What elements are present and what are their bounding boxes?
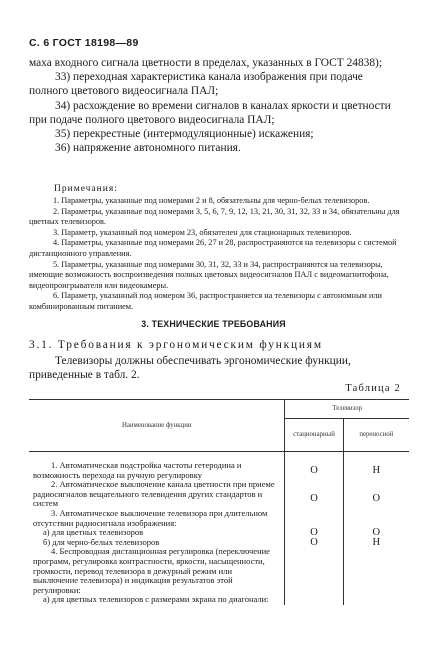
row-text: а) для цветных телевизоров (43, 527, 144, 538)
cell-portable: О (343, 528, 409, 538)
notes-title: Примечания: (54, 184, 118, 194)
cell-stationary (285, 509, 343, 528)
table-header-row (29, 400, 409, 419)
list-item: 36) напряжение автономного питания. (55, 142, 241, 155)
col-group-tv: Телевизор (285, 400, 409, 419)
list-item: 35) перекрестные (интермодуляционные) искажения; (55, 128, 314, 141)
page-header: С. 6 ГОСТ 18198—89 (29, 37, 139, 49)
section-title: 3. ТЕХНИЧЕСКИЕ ТРЕБОВАНИЯ (141, 319, 286, 329)
intro-text: Телевизоры должны обеспечивать эргономические функции, приведенные в табл. 2. (29, 355, 351, 382)
list-item: 34) расхождение во времени сигналов в каналах яркости и цветности при подаче полного цветового видеосигнала ПАЛ; (29, 99, 391, 126)
cell-portable: Н (343, 538, 409, 548)
note-item: 5. Параметры, указанные под номерами 30, 31, 32, 33 и 34, распространяются на телевизоры, имеющие возможность воспроизведения полных цветовых видеосигналов ПАЛ с видеомагнитофона, видеопроигрывателя или видеокамеры. (29, 259, 389, 290)
table-row (29, 595, 409, 605)
cell-stationary (285, 595, 343, 605)
parameters-list (29, 56, 404, 155)
cell-portable: О (343, 480, 409, 509)
row-text: б) для черно-белых телевизоров (43, 536, 160, 547)
table-row (29, 452, 409, 481)
notes-list (29, 196, 404, 313)
cell-portable (343, 595, 409, 605)
cell-portable (343, 509, 409, 528)
table-row (29, 480, 409, 509)
table-row (29, 509, 409, 528)
cell-portable (343, 547, 409, 595)
subsection-title: 3.1. Требования к эргономическим функциям (29, 339, 323, 351)
row-text: 3. Автоматическое выключение телевизора при длительном отсутствии радиосигнала изображения: (33, 507, 268, 528)
col-function-name: Наименование функции (29, 400, 285, 452)
cell-stationary (285, 547, 343, 595)
row-text: 4. Беспроводная дистанционная регулировка (переключение программ, регулировка контрастности, яркости, насыщенности, громкости, перевод телевизора в дежурный режим или выключение телевизора) и индикация результатов этой регулировки: (33, 546, 270, 595)
col-portable: переносной (343, 419, 409, 452)
table-caption: Таблица 2 (345, 383, 401, 394)
cell-stationary: О (285, 452, 343, 481)
col-stationary: стационарный (285, 419, 343, 452)
functions-table (29, 399, 409, 605)
list-item: 33) переходная характеристика канала изображения при подаче полного цветового видеосигнала ПАЛ; (29, 71, 363, 98)
note-item: 4. Параметры, указанные под номерами 26, 27 и 28, распространяются на телевизоры с системой дистанционного управления. (29, 238, 397, 258)
cell-portable: Н (343, 452, 409, 481)
row-text: 1. Автоматическая подстройка частоты гетеродина и возможность перехода на ручную регулировку (33, 460, 242, 480)
cell-stationary: О (285, 480, 343, 509)
cell-stationary: О (285, 528, 343, 538)
note-item: 2. Параметры, указанные под номерами 3, 5, 6, 7, 9, 12, 13, 21, 30, 31, 32, 33 и 34, обязательны для цветных телевизоров. (29, 206, 400, 227)
row-text: а) для цветных телевизоров с размерами экрана по диагонали: (43, 594, 269, 605)
note-item: 1. Параметры, указанные под номерами 2 и 8, обязательны для черно-белых телевизоров. (53, 196, 370, 205)
row-text: 2. Автоматическое выключение канала цветности при приеме радиосигналов вещательного телевидения других стандартов и систем (33, 479, 275, 509)
intro-paragraph (29, 354, 404, 382)
list-item: маха входного сигнала цветности в пределах, указанных в ГОСТ 24838); (29, 57, 383, 69)
cell-stationary: О (285, 538, 343, 548)
note-item: 6. Параметр, указанный под номером 36, распространяется на телевизоры с автономным или комбинированным питанием. (29, 291, 382, 311)
table-row (29, 547, 409, 595)
note-item: 3. Параметр, указанный под номером 23, обязателен для стационарных телевизоров. (53, 227, 352, 237)
